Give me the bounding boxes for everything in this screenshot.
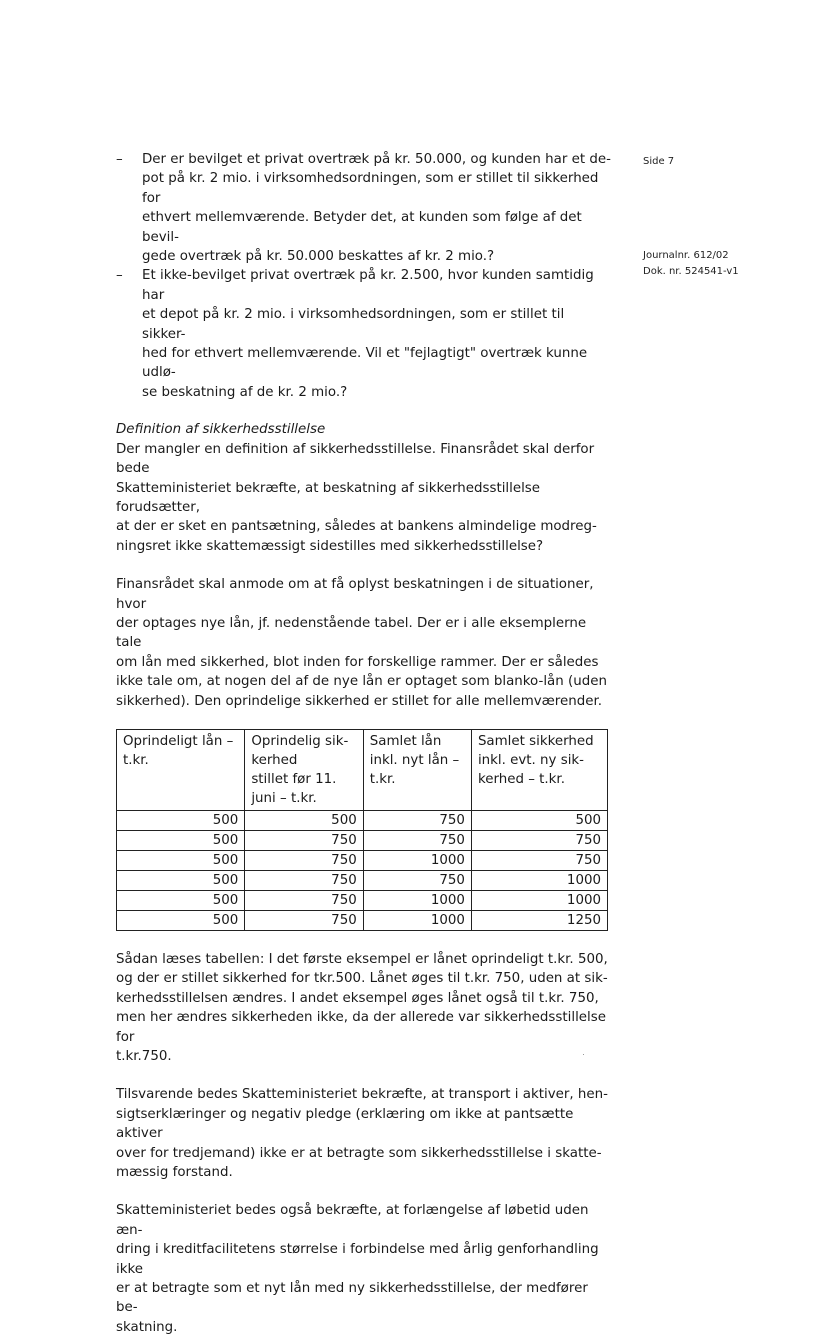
line: ningsret ikke skattemæssigt sidestilles med sikkerhedsstillelse? <box>116 538 544 554</box>
line: mæssig forstand. <box>116 1165 233 1181</box>
line: hed for ethvert mellemværende. Vil et "fejlagtigt" overtræk kunne udlø- <box>142 346 588 381</box>
table-cell: 500 <box>117 810 245 830</box>
page-number-text: Side 7 <box>643 156 675 167</box>
table-cell: 500 <box>245 810 363 830</box>
table-cell: 750 <box>245 890 363 910</box>
line: Der er bevilget et privat overtræk på kr. 50.000, og kunden har et de- <box>142 152 611 167</box>
page-number <box>643 154 674 170</box>
header-total-loan: Samlet lån inkl. nyt lån – t.kr. <box>363 729 471 810</box>
line: sigtserklæringer og negativ pledge (erklæring om ikke at pantsætte aktiver <box>116 1106 574 1142</box>
dash-bullet: – <box>116 268 123 284</box>
table-cell: 750 <box>363 870 471 890</box>
table-cell: 750 <box>245 870 363 890</box>
table-row <box>117 910 608 930</box>
line: ethvert mellemværende. Betyder det, at kunden som følge af det bevil- <box>142 210 582 245</box>
table-cell: 500 <box>117 870 245 890</box>
table-cell: 750 <box>245 850 363 870</box>
line: at der er sket en pantsætning, således at bankens almindelige modreg- <box>116 519 597 535</box>
table-cell: 1250 <box>471 910 607 930</box>
header-original-security: Oprindelig sik- kerhed stillet før 11. juni – t.kr. <box>245 729 363 810</box>
table-cell: 750 <box>471 850 607 870</box>
table-cell: 750 <box>245 830 363 850</box>
table-cell: 500 <box>117 910 245 930</box>
table-row <box>117 850 608 870</box>
dash-bullet: – <box>116 152 123 167</box>
table-cell: 750 <box>363 830 471 850</box>
table-cell: 750 <box>245 910 363 930</box>
scan-speck <box>583 1054 584 1055</box>
question-list <box>116 150 611 402</box>
table-row <box>117 810 608 830</box>
list-item <box>116 266 611 402</box>
table-row <box>117 830 608 850</box>
table-cell: 750 <box>471 830 607 850</box>
line: et depot på kr. 2 mio. i virksomhedsordningen, som er stillet til sikker- <box>142 307 565 342</box>
line: der optages nye lån, jf. nedenstående tabel. Der er i alle eksemplerne tale <box>116 615 587 651</box>
document-body <box>116 150 611 1337</box>
line: dring i kreditfacilitetens størrelse i forbindelse med årlig genforhandling ikke <box>116 1242 599 1277</box>
line: Et ikke-bevilget privat overtræk på kr. 2.500, hvor kunden samtidig har <box>142 268 594 303</box>
line: pot på kr. 2 mio. i virksomhedsordningen, som er stillet til sikkerhed for <box>142 171 599 206</box>
line: om lån med sikkerhed, blot inden for forskellige rammer. Der er således <box>116 654 599 670</box>
table-row <box>117 870 608 890</box>
document-number: Dok. nr. 524541-v1 <box>643 266 739 277</box>
table-cell: 750 <box>363 810 471 830</box>
line: Skatteministeriet bekræfte, at beskatning af sikkerhedsstillelse forudsætter, <box>116 480 541 515</box>
line: t.kr.750. <box>116 1049 172 1064</box>
table-cell: 1000 <box>471 870 607 890</box>
line: ikke tale om, at nogen del af de nye lån er optaget som blanko-lån (uden <box>116 674 607 690</box>
extension-paragraph <box>116 1201 611 1337</box>
section-heading: Definition af sikkerhedsstillelse <box>116 422 326 438</box>
line: Sådan læses tabellen: I det første eksempel er lånet oprindeligt t.kr. 500, <box>116 951 608 967</box>
line: kerhedsstillelsen ændres. I andet eksempel øges lånet også til t.kr. 750, <box>116 990 599 1006</box>
header-total-security: Samlet sikkerhed inkl. evt. ny sik- kerhed – t.kr. <box>471 729 607 810</box>
line: Skatteministeriet bedes også bekræfte, at forlængelse af løbetid uden æn- <box>116 1203 589 1238</box>
loan-table <box>116 729 608 931</box>
line: se beskatning af de kr. 2 mio.? <box>142 384 348 400</box>
definition-paragraph <box>116 440 611 556</box>
table-cell: 500 <box>471 810 607 830</box>
table-cell: 500 <box>117 890 245 910</box>
table-cell: 1000 <box>471 890 607 910</box>
intro-paragraph <box>116 575 611 711</box>
table-header-row <box>117 729 608 810</box>
line: er at betragte som et nyt lån med ny sikkerhedsstillelse, der medfører be- <box>116 1281 588 1316</box>
line: gede overtræk på kr. 50.000 beskattes af kr. 2 mio.? <box>142 249 495 265</box>
table-cell: 1000 <box>363 890 471 910</box>
list-item <box>116 150 611 266</box>
explanation-paragraph <box>116 950 611 1066</box>
line: men her ændres sikkerheden ikke, da der allerede var sikkerhedsstillelse for <box>116 1010 606 1045</box>
journal-number: Journalnr. 612/02 <box>643 250 729 261</box>
table-cell: 1000 <box>363 850 471 870</box>
table-cell: 1000 <box>363 910 471 930</box>
table-cell: 500 <box>117 850 245 870</box>
table-cell: 500 <box>117 830 245 850</box>
line: skatning. <box>116 1319 178 1335</box>
line: over for tredjemand) ikke er at betragte som sikkerhedsstillelse i skatte- <box>116 1145 602 1161</box>
document-reference <box>643 248 739 280</box>
line: sikkerhed). Den oprindelige sikkerhed er stillet for alle mellemværender. <box>116 693 603 709</box>
line: Finansrådet skal anmode om at få oplyst beskatningen i de situationer, hvor <box>116 577 594 612</box>
line: Der mangler en definition af sikkerhedsstillelse. Finansrådet skal derfor bede <box>116 441 595 477</box>
table-row <box>117 890 608 910</box>
line: Tilsvarende bedes Skatteministeriet bekræfte, at transport i aktiver, hen- <box>116 1087 608 1103</box>
header-original-loan: Oprindeligt lån – t.kr. <box>117 729 245 810</box>
line: og der er stillet sikkerhed for tkr.500. Lånet øges til t.kr. 750, uden at sik- <box>116 971 608 987</box>
transport-paragraph <box>116 1085 611 1182</box>
